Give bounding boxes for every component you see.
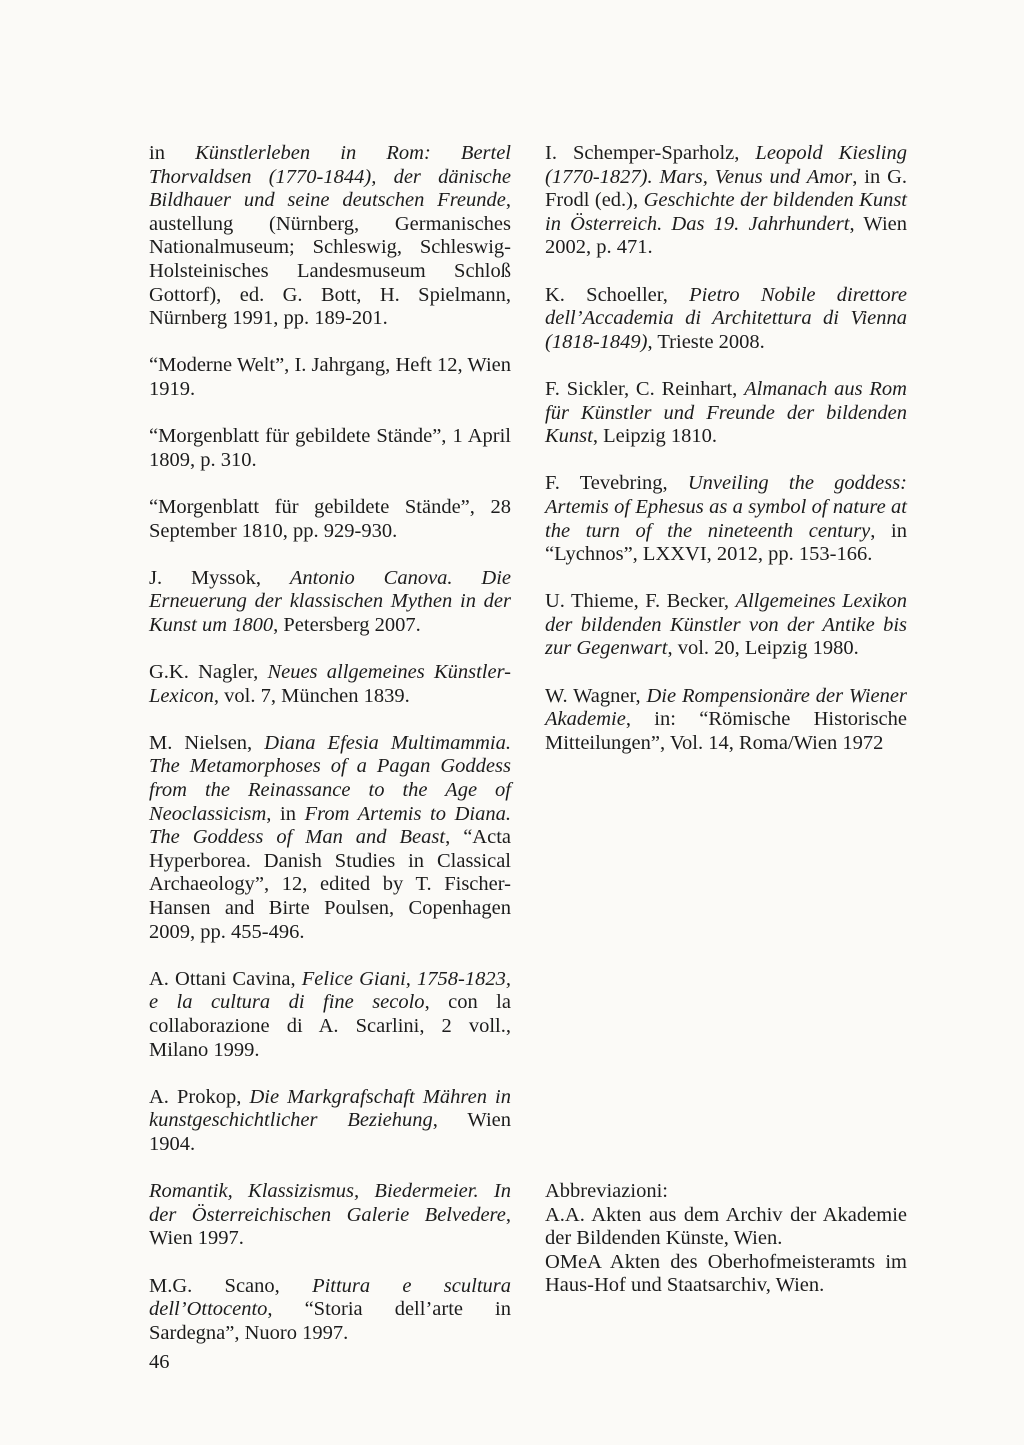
entry-text: M.G. Scano, (149, 1274, 313, 1297)
bibliography-entry (149, 496, 511, 543)
entry-title: From Artemis to Diana. The Goddess of Man and Beast (149, 802, 511, 849)
entry-text: , vol. 20, Leipzig 1980. (667, 637, 859, 660)
entry-text: , Wien 2002, p. 471. (545, 212, 908, 259)
entry-text: “Moderne Welt”, I. Jahrgang, Heft 12, Wien 1919. (149, 354, 511, 400)
entry-text: K. Schoeller, (545, 283, 690, 306)
entry-title: Leopold Kiesling (1770-1827). Mars, Venus und Amor (545, 142, 907, 188)
entry-title: Neues allgemeines Künstler-Lexicon (149, 661, 511, 707)
entry-text: , Petersberg 2007. (273, 613, 421, 636)
entry-text: U. Thieme, F. Becker, (545, 590, 736, 613)
entry-title: Antonio Canova. Die Erneuerung der klassischen Mythen in der Kunst um 1800 (149, 566, 511, 636)
bibliography-entry (149, 661, 511, 708)
entry-text: , Trieste 2008. (647, 330, 765, 353)
entry-text: G.K. Nagler, (149, 661, 268, 684)
entry-text: F. Sickler, C. Reinhart, (545, 377, 745, 400)
bibliography-entry (545, 472, 907, 566)
entry-text: , austellung (Nürnberg, Germanisches Nationalmuseum; Schleswig, Schleswig-Holsteinisches Landesmuseum Schloß Gottorf), ed. G. Bott, H. Spielmann, Nürnberg 1991, pp. 189-201. (149, 189, 511, 330)
bibliography-entry (545, 685, 907, 756)
entry-title: Die Markgrafschaft Mähren in kunstgeschichtlicher Beziehung (149, 1085, 511, 1132)
entry-text: , con la collaborazione di A. Scarlini, 2 voll., Milano 1999. (149, 991, 511, 1061)
abbreviations-block (545, 1180, 907, 1298)
entry-text: , “Storia dell’arte in Sardegna”, Nuoro 1997. (149, 1298, 511, 1344)
entry-text: , in (266, 802, 305, 825)
entry-text: , “Acta Hyperborea. Danish Studies in Classical Archaeology”, 12, edited by T. Fischer-Hansen and Birte Poulsen, Copenhagen 2009, pp. 455-496. (149, 826, 511, 943)
abbreviations-heading: Abbreviazioni: (545, 1180, 668, 1202)
entry-title: Geschichte der bildenden Kunst in Österreich. Das 19. Jahrhundert (545, 189, 907, 235)
entry-title: Künstlerleben in Rom: Bertel Thorvaldsen (1770-1844), der dänische Bildhauer und seine deutschen Freunde (149, 142, 512, 212)
entry-text: in (149, 142, 196, 164)
entry-text: , Wien 1904. (149, 1109, 511, 1155)
entry-text: “Morgenblatt für gebildete Stände”, 1 April 1809, p. 310. (149, 425, 511, 471)
entry-text: , in: “Römische Historische Mitteilungen”, Vol. 14, Roma/Wien 1972 (545, 708, 907, 754)
entry-text: I. Schemper-Sparholz, (545, 142, 756, 164)
abbreviation-item: A.A. Akten aus dem Archiv der Akademie der Bildenden Künste, Wien. (545, 1203, 907, 1250)
bibliography-entry (149, 354, 511, 401)
entry-text: , vol. 7, München 1839. (213, 684, 410, 707)
bibliography-entry (149, 567, 511, 638)
entry-text: W. Wagner, (545, 684, 647, 707)
bibliography-entry (149, 968, 511, 1062)
bibliography-entry (545, 590, 907, 661)
entry-text: A. Prokop, (149, 1085, 250, 1108)
entry-title: Felice Giani, 1758-1823, e la cultura di fine secolo (149, 967, 511, 1014)
entry-title: Diana Efesia Multimammia. The Metamorphoses of a Pagan Goddess from the Reinassance to the Age of Neoclassicism (149, 731, 511, 825)
entry-text: J. Myssok, (149, 566, 290, 589)
entry-title: Unveiling the goddess: Artemis of Ephesus as a symbol of nature at the turn of the nineteenth century (545, 472, 907, 542)
entry-title: Pittura e scultura dell’Ottocento (149, 1274, 511, 1321)
entry-text: , in “Lychnos”, LXXVI, 2012, pp. 153-166. (545, 519, 907, 566)
entry-text: , Wien 1997. (149, 1203, 511, 1250)
bibliography-entry (149, 732, 511, 944)
bibliography-left-column (149, 142, 511, 1369)
entry-title: Almanach aus Rom für Künstler und Freunde der bildenden Kunst (545, 377, 907, 448)
entry-title: Pietro Nobile direttore dell’Accademia di Architettura di Vienna (1818-1849) (545, 283, 907, 353)
bibliography-entry (545, 284, 907, 355)
abbreviation-item: OMeA Akten des Oberhofmeisteramts im Haus-Hof und Staatsarchiv, Wien. (545, 1250, 907, 1297)
page-number: 46 (149, 1351, 170, 1373)
bibliography-entry (545, 378, 907, 449)
entry-title: Romantik, Klassizismus, Biedermeier. In der Österreichischen Galerie Belvedere (149, 1180, 511, 1226)
bibliography-entry (149, 425, 511, 472)
bibliography-entry (149, 1086, 511, 1157)
bibliography-entry (149, 1275, 511, 1346)
entry-text: , Leipzig 1810. (592, 425, 717, 448)
entry-text: M. Nielsen, (149, 731, 265, 754)
entry-title: Die Rompensionäre der Wiener Akademie (545, 684, 907, 731)
entry-text: A. Ottani Cavina, (149, 967, 302, 990)
entry-text: , in G. Frodl (ed.), (545, 165, 908, 212)
entry-text: “Morgenblatt für gebildete Stände”, 28 September 1810, pp. 929-930. (149, 495, 511, 542)
bibliography-right-column (545, 142, 907, 779)
entry-title: Allgemeines Lexikon der bildenden Künstler von der Antike bis zur Gegenwart (545, 590, 907, 660)
bibliography-entry (149, 1180, 511, 1251)
entry-text: F. Tevebring, (545, 472, 688, 495)
bibliography-entry (149, 142, 511, 331)
bibliography-entry (545, 142, 907, 260)
